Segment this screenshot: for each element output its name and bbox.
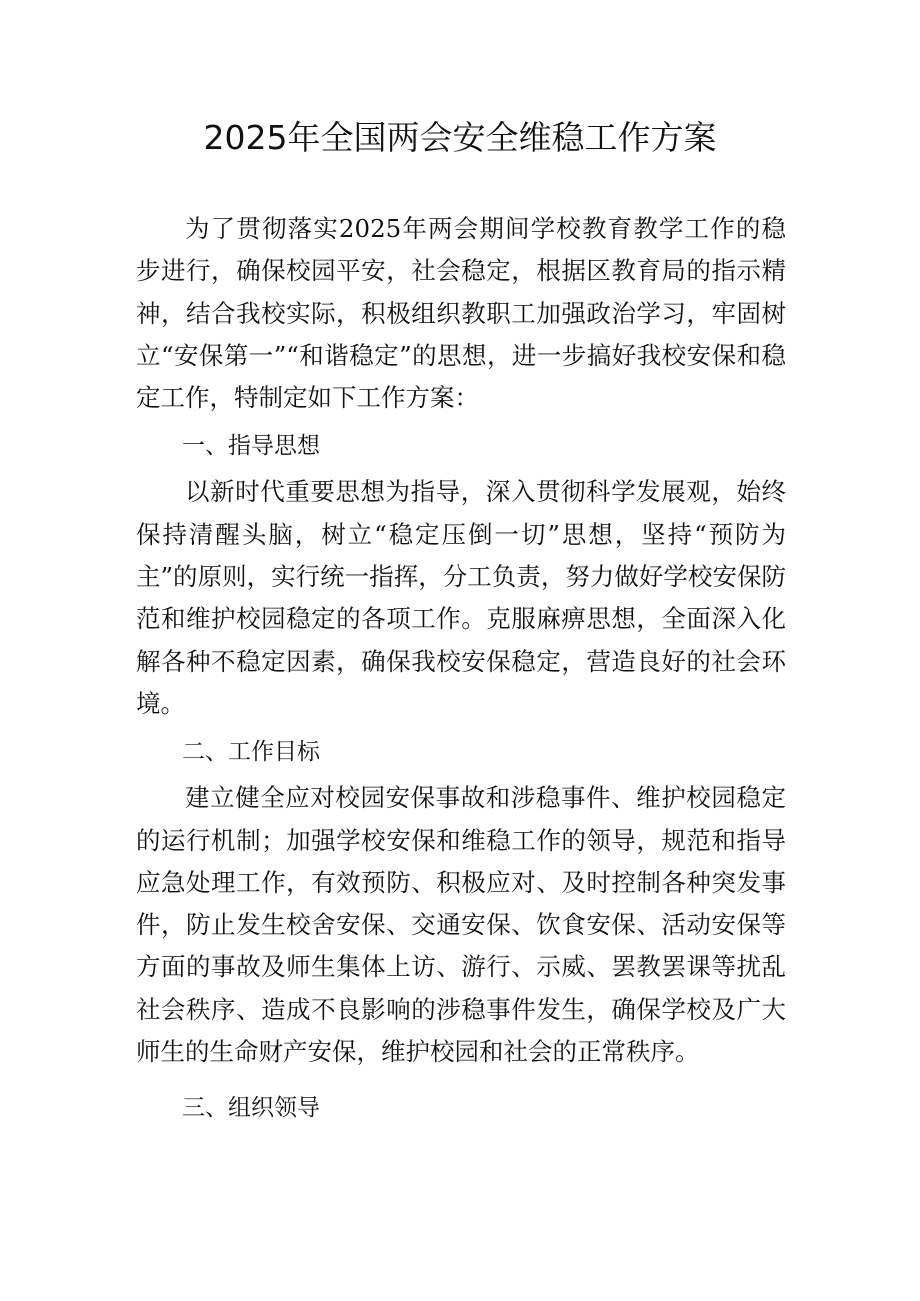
section-paragraph-work-goals: 建立健全应对校园安保事故和涉稳事件、维护校园稳定的运行机制；加强学校安保和维稳工作的领导，规范和指导应急处理工作，有效预防、积极应对、及时控制各种突发事件，防止发生校舍安保、交通安保、饮食安保、活动安保等方面的事故及师生集体上访、游行、示威、罢教罢课等扰乱社会秩序、造成不良影响的涉稳事件发生，确保学校及广大师生的生命财产安保，维护校园和社会的正常秩序。 bbox=[136, 783, 786, 1067]
section-heading-work-goals: 二、工作目标 bbox=[182, 739, 320, 766]
section-heading-organization-leadership: 三、组织领导 bbox=[182, 1095, 320, 1122]
document-body bbox=[136, 208, 786, 1129]
intro-paragraph: 为了贯彻落实2025年两会期间学校教育教学工作的稳步进行，确保校园平安，社会稳定，根据区教育局的指示精神，结合我校实际，积极组织教职工加强政治学习，牢固树立“安保第一”“和谐稳定”的思想，进一步搞好我校安保和稳定工作，特制定如下工作方案： bbox=[136, 214, 786, 413]
document-title: 2025年全国两会安全维稳工作方案 bbox=[203, 118, 717, 157]
section-heading-guiding-ideology: 一、指导思想 bbox=[182, 433, 320, 460]
section-paragraph-guiding-ideology: 以新时代重要思想为指导，深入贯彻科学发展观，始终保持清醒头脑，树立“稳定压倒一切”思想，坚持“预防为主”的原则，实行统一指挥，分工负责，努力做好学校安保防范和维护校园稳定的各项工作。克服麻痹思想，全面深入化解各种不稳定因素，确保我校安保稳定，营造良好的社会环境。 bbox=[136, 477, 786, 718]
